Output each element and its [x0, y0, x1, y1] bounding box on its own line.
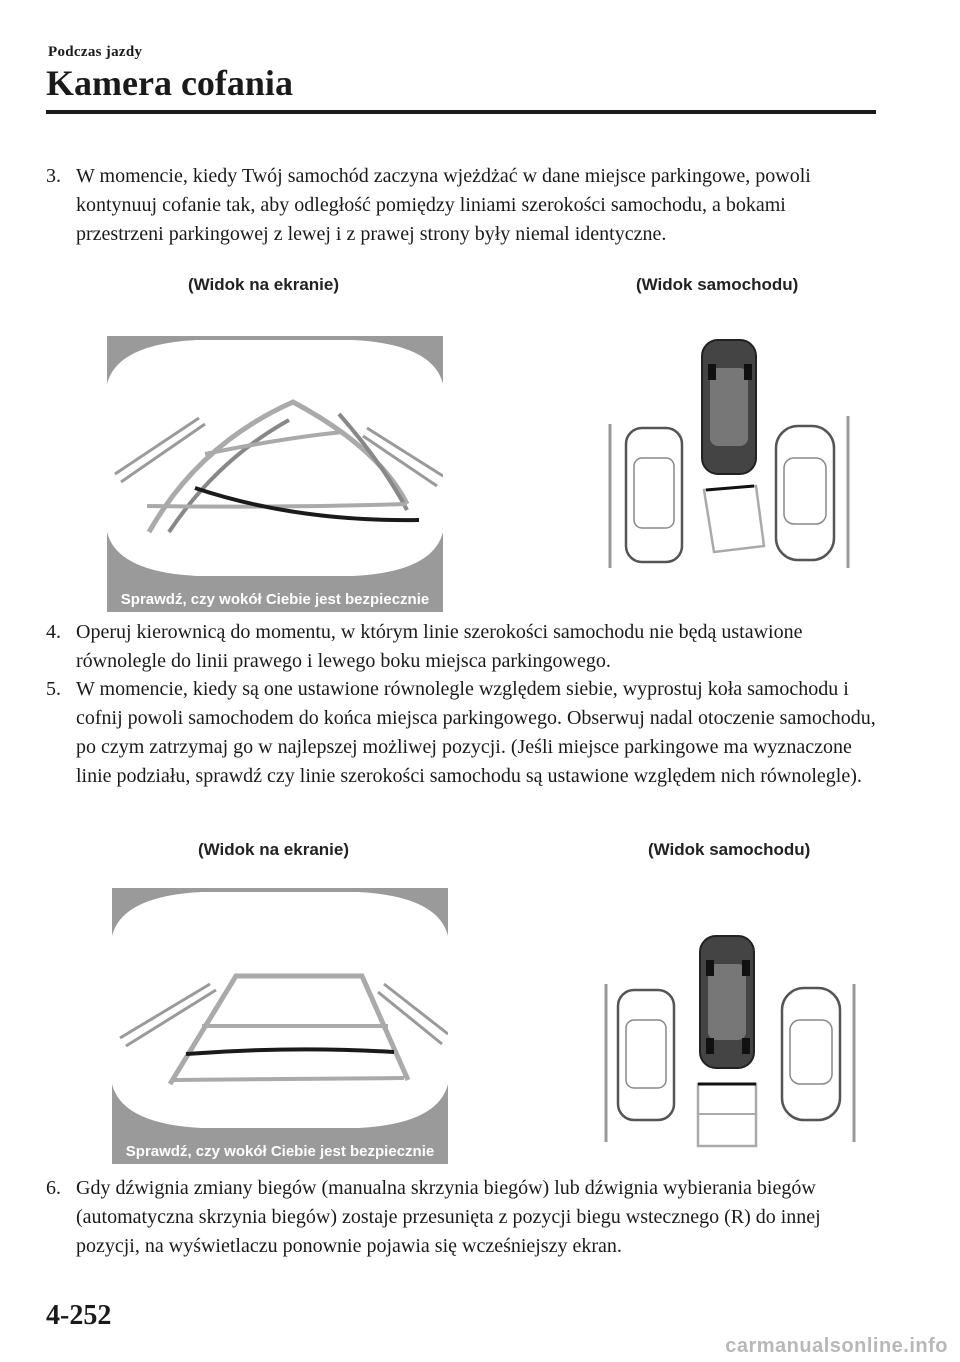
step-text: W momencie, kiedy Twój samochód zaczyna wjeżdżać w dane miejsce parkingowe, powoli kontynuuj cofanie tak, aby odległość pomiędzy liniami szerokości samochodu, a bokami przestrzeni parkingowej z lewej i z prawej strony były niemal identyczne. — [76, 165, 811, 245]
section-label: Podczas jazdy — [48, 44, 143, 60]
step-text: Gdy dźwignia zmiany biegów (manualna skrzynia biegów) lub dźwignia wybierania biegów (automatyczna skrzynia biegów) zostaje przesunięta z pozycji biegu wstecznego (R) do innej pozycji, na wyświetlaczu ponownie pojawia się wcześniejszy ekran. — [76, 1177, 821, 1257]
camera-screen — [107, 336, 443, 612]
step-number: 4. — [46, 621, 61, 643]
camera-screen-graphic — [112, 888, 448, 1164]
car-view-caption: (Widok samochodu) — [648, 840, 811, 859]
car-top-view-graphic — [604, 934, 860, 1148]
watermark: carmanualsonline.info — [725, 1335, 948, 1357]
title-rule — [46, 110, 876, 114]
page-title: Kamera cofania — [46, 63, 293, 103]
screen-view-caption: (Widok na ekranie) — [198, 840, 349, 859]
screen-view-caption: (Widok na ekranie) — [188, 275, 339, 294]
step-number: 5. — [46, 678, 61, 700]
step-text: W momencie, kiedy są one ustawione równolegle względem siebie, wyprostuj koła samochodu i cofnij powoli samochodem do końca miejsca parkingowego. Obserwuj nadal otoczenie samochodu, po czym zatrzymaj go w najlepszej możliwej pozycji. (Jeśli miejsce parkingowe ma wyznaczone linie podziału, sprawdź czy linie szerokości samochodu są ustawione względem nich równolegle). — [76, 678, 876, 787]
page-number: 4-252 — [46, 1300, 112, 1331]
camera-screen-graphic — [107, 336, 443, 612]
step-number: 3. — [46, 165, 61, 187]
step-4 — [46, 618, 876, 676]
screen-safety-note: Sprawdź, czy wokół Ciebie jest bezpiecznie — [120, 591, 430, 608]
step-text: Operuj kierownicą do momentu, w którym linie szerokości samochodu nie będą ustawione równolegle do linii prawego i lewego boku miejsca parkingowego. — [76, 621, 803, 672]
screen-safety-note: Sprawdź, czy wokół Ciebie jest bezpiecznie — [125, 1143, 435, 1160]
car-top-view — [604, 934, 860, 1148]
step-3 — [46, 162, 876, 249]
car-top-view — [604, 336, 860, 576]
step-number: 6. — [46, 1177, 61, 1199]
car-top-view-graphic — [604, 336, 860, 576]
step-5 — [46, 675, 876, 791]
camera-screen — [112, 888, 448, 1164]
step-6 — [46, 1174, 876, 1261]
car-view-caption: (Widok samochodu) — [636, 275, 799, 294]
